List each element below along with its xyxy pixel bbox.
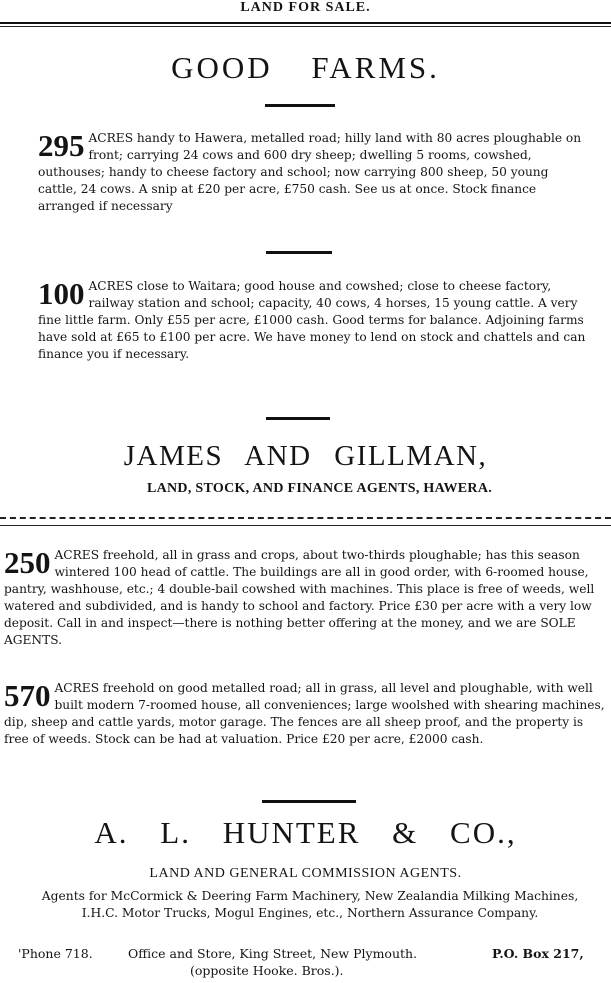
divider [266,251,332,254]
ad-separator [0,517,611,519]
listing-text: ACRES close to Waitara; good house and cowshed; close to cheese factory, railway station and school; capacity, 40 cows, 4 horses, 15 young cattle. A very fine little farm. Only £55 per acre, £1000 cash. Good terms for balance. Adjoining farms have sold at £65 to £100 per acre. We have money to lend on stock and chattels and can finance you if necessary. [38,279,586,361]
acreage-number: 250 [4,545,51,580]
section-header: LAND FOR SALE. [240,0,371,15]
firm-tagline: LAND AND GENERAL COMMISSION AGENTS. [149,866,462,881]
office-address: Office and Store, King Street, New Plymouth. [128,946,418,961]
acreage-number: 295 [38,128,85,163]
listing-text: ACRES freehold on good metalled road; all in grass, all level and ploughable, with well built modern 7-roomed house, all conveniences; large woolshed with shearing machines, dip, sheep and cattle yards, motor garage. The fences are all sheep proof, and the property is free of weeds. Stock can be had at valuation. Price £20 per acre, £2000 cash. [4,681,605,746]
header-rule-bottom [0,26,611,27]
acreage-number: 570 [4,678,51,713]
listing-250-acres [4,547,608,649]
listing-570-acres [4,680,608,748]
firm-name-james-gillman: JAMES AND GILLMAN, [123,440,488,472]
listing-295-acres [38,130,590,215]
divider [266,417,330,420]
phone-number: 'Phone 718. [18,946,93,961]
listing-100-acres [38,278,590,363]
acreage-number: 100 [38,276,85,311]
agents-description: Agents for McCormick & Deering Farm Machinery, New Zealandia Milking Machines, I.H.C. Motor Trucks, Mogul Engines, etc., Northern Assurance Company. [41,889,579,920]
ad-separator-thin [0,525,611,526]
listing-text: ACRES freehold, all in grass and crops, about two-thirds ploughable; has this season wintered 100 head of cattle. The buildings are all in good order, with 6-roomed house, pantry, washhouse, etc.; 4 double-bail cowshed with machines. This place is free of weeds, well watered and subdivided, and is handy to school and factory. Price £30 per acre with a very low deposit. Call in and inspect—there is nothing better offering at the money, and we are SOLE AGENTS. [4,548,595,647]
firm-name-hunter-co: A. L. HUNTER & CO., [94,815,517,850]
header-rule-top [0,22,611,24]
firm-tagline: LAND, STOCK, AND FINANCE AGENTS, HAWERA. [146,481,493,496]
ad-title-good-farms: GOOD FARMS. [171,50,440,85]
divider [262,800,356,803]
divider [265,104,335,107]
po-box: P.O. Box 217, [492,946,584,961]
opposite-note: (opposite Hooke. Bros.). [190,963,344,978]
listing-text: ACRES handy to Hawera, metalled road; hilly land with 80 acres ploughable on front; carrying 24 cows and 600 dry sheep; dwelling 5 rooms, cowshed, outhouses; handy to cheese factory and school; now carrying 800 sheep, 50 young cattle, 24 cows. A snip at £20 per acre, £750 cash. See us at once. Stock finance arranged if necessary [38,131,582,213]
